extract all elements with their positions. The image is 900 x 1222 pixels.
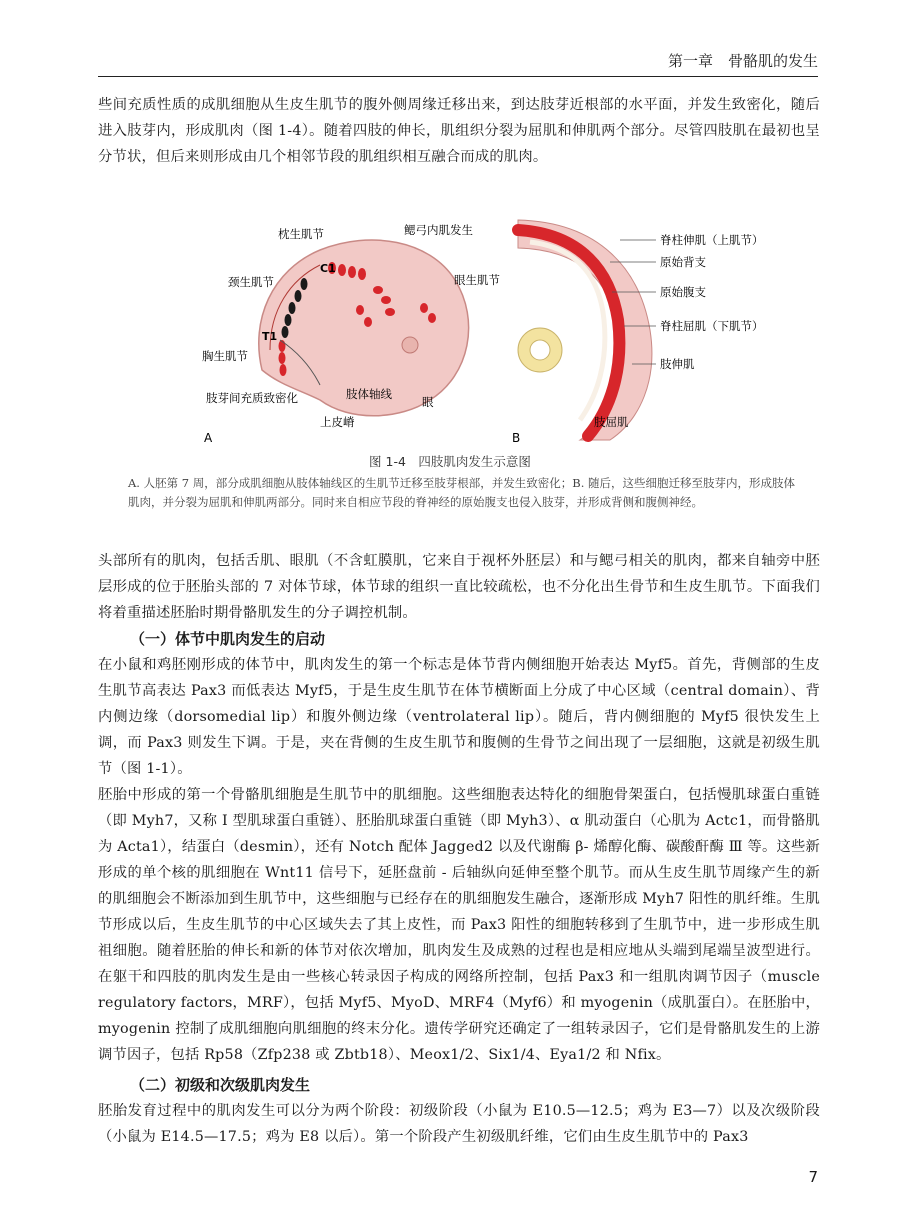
label-cervical-myotome: 颈生肌节 bbox=[228, 275, 274, 289]
label-dorsal-branch: 原始背支 bbox=[660, 255, 706, 269]
section1-paragraph-1: 在小鼠和鸡胚刚形成的体节中，肌肉发生的第一个标志是体节背内侧细胞开始表达 Myf5。首先，背侧部的生皮生肌节高表达 Pax3 而低表达 Myf5，于是生皮生肌节在体节横断面上分成了中心区域（central domain）、背内侧边缘（dorsomedial lip）和腹外侧边缘（ventrolateral lip）。随后，背内侧细胞的 Myf5 很快发生上调，而 Pax3 则发生下调。于是，夹在背侧的生皮生肌节和腹侧的生骨节之间出现了一层细胞，这就是初级生肌节（图 1-1）。 bbox=[98, 657, 820, 777]
label-eye: 眼 bbox=[422, 395, 434, 409]
label-pharyngeal-myogenesis: 鳃弓内肌发生 bbox=[404, 223, 473, 237]
label-t1: T1 bbox=[262, 330, 278, 343]
label-epaxial-muscle: 脊柱伸肌（上肌节） bbox=[660, 233, 764, 247]
label-panel-a: A bbox=[204, 431, 213, 445]
header-rule bbox=[98, 76, 818, 77]
figure-1-4 bbox=[200, 200, 820, 450]
label-panel-b: B bbox=[512, 431, 521, 445]
panel-b-cross-section bbox=[518, 220, 652, 440]
label-limb-mesenchyme: 肢芽间充质致密化 bbox=[206, 391, 298, 405]
page-number: 7 bbox=[808, 1168, 818, 1186]
label-hypaxial-muscle: 脊柱屈肌（下肌节） bbox=[660, 319, 764, 333]
figure-caption: 图 1-4 四肢肌肉发生示意图 bbox=[369, 454, 531, 469]
label-thoracic-myotome: 胸生肌节 bbox=[202, 349, 248, 363]
label-limb-axis: 肢体轴线 bbox=[346, 387, 392, 401]
intro-paragraph: 些间充质性质的成肌细胞从生皮生肌节的腹外侧周缘迁移出来，到达肢芽近根部的水平面，并发生致密化，随后进入肢芽内，形成肌肉（图 1-4）。随着四肢的伸长，肌组织分裂为屈肌和伸肌两个部分。尽管四肢肌在最初也呈分节状，但后来则形成由几个相邻节段的肌组织相互融合而成的肌肉。 bbox=[98, 97, 820, 165]
section2-paragraph-1: 胚胎发育过程中的肌肉发生可以分为两个阶段：初级阶段（小鼠为 E10.5—12.5；鸡为 E3—7）以及次级阶段（小鼠为 E14.5—17.5；鸡为 E8 以后）。第一个阶段产生初级肌纤维，它们由生皮生肌节中的 Pax3 bbox=[98, 1103, 820, 1145]
figure-note: A. 人胚第 7 周，部分成肌细胞从肢体轴线区的生肌节迁移至肢芽根部，并发生致密化；B. 随后，这些细胞迁移至肢芽内，形成肢体肌肉，并分裂为屈肌和伸肌两部分。同时来自相应节段的脊神经的原始腹支也侵入肢芽，并形成背侧和腹侧神经。 bbox=[128, 476, 795, 509]
section-heading-1: （一）体节中肌肉发生的启动 bbox=[130, 630, 326, 648]
chapter-header: 第一章 骨骼肌的发生 bbox=[667, 52, 818, 70]
label-ocular-myotome: 眼生肌节 bbox=[454, 273, 500, 287]
section1-paragraph-2: 胚胎中形成的第一个骨骼肌细胞是生肌节中的肌细胞。这些细胞表达特化的细胞骨架蛋白，包括慢肌球蛋白重链（即 Myh7，又称 Ⅰ 型肌球蛋白重链）、胚胎肌球蛋白重链（即 Myh3）、α 肌动蛋白（心肌为 Actc1，而骨骼肌为 Acta1），结蛋白（desmin），还有 Notch 配体 Jagged2 以及代谢酶 β- 烯醇化酶、碳酸酐酶 Ⅲ 等。这些新形成的单个核的肌细胞在 Wnt11 信号下，延胚盘前 - 后轴纵向延伸至整个肌节。而从生皮生肌节周缘产生的新的肌细胞会不断添加到生肌节中，这些细胞与已经存在的肌细胞发生融合，逐渐形成 Myh7 阳性的肌纤维。生肌节形成以后，生皮生肌节的中心区域失去了其上皮性，而 Pax3 阳性的细胞转移到了生肌节中，进一步形成生肌祖细胞。随着胚胎的伸长和新的体节对依次增加，肌肉发生及成熟的过程也是相应地从头端到尾端呈波型进行。在躯干和四肢的肌肉发生是由一些核心转录因子构成的网络所控制，包括 Pax3 和一组肌肉调节因子（muscle regulatory factors，MRF），包括 Myf5、MyoD、MRF4（Myf6）和 myogenin（成肌蛋白）。在胚胎中，myogenin 控制了成肌细胞向肌细胞的终末分化。遗传学研究还确定了一组转录因子，它们是骨骼肌发生的上游调节因子，包括 Rp58（Zfp238 或 Zbtb18）、Meox1/2、Six1/4、Eya1/2 和 Nfix。 bbox=[98, 787, 820, 1063]
paragraph-head-muscles: 头部所有的肌肉，包括舌肌、眼肌（不含虹膜肌，它来自于视杯外胚层）和与鳃弓相关的肌肉，都来自轴旁中胚层形成的位于胚胎头部的 7 对体节球，体节球的组织一直比较疏松，也不分化出生骨节和生皮生肌节。下面我们将着重描述胚胎时期骨骼肌发生的分子调控机制。 bbox=[98, 553, 820, 621]
label-limb-extensor: 肢伸肌 bbox=[660, 357, 695, 371]
figure-illustration bbox=[200, 200, 820, 450]
label-ventral-branch: 原始腹支 bbox=[660, 285, 706, 299]
label-occipital-myotome: 枕生肌节 bbox=[278, 227, 324, 241]
label-epithelial-ridge: 上皮嵴 bbox=[320, 415, 355, 429]
label-limb-flexor: 肢屈肌 bbox=[594, 415, 629, 429]
section-heading-2: （二）初级和次级肌肉发生 bbox=[130, 1076, 311, 1094]
label-c1: C1 bbox=[320, 262, 336, 275]
